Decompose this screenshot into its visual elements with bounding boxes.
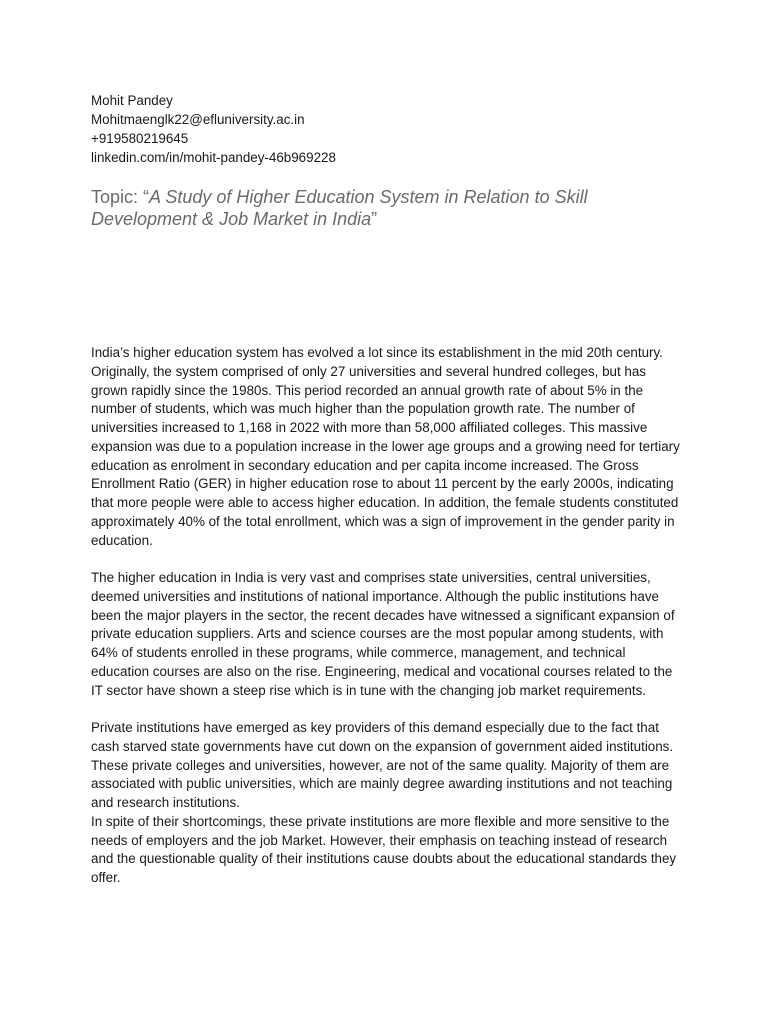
paragraph-shortcomings: In spite of their shortcomings, these private institutions are more flexible and more sensitive to the needs of employers and the job Market. However, their emphasis on teaching instead of research and the questionable quality of their institutions cause doubts about the educational standards they offer.	[91, 813, 677, 885]
topic-prefix: Topic: “	[91, 187, 150, 207]
topic-suffix: ”	[371, 209, 378, 229]
author-linkedin: linkedin.com/in/mohit-pandey-46b969228	[91, 150, 336, 165]
paragraph-structure: The higher education in India is very vast and comprises state universities, central universities, deemed universities and institutions of national importance. Although the public institutions have been the major players in the sector, the recent decades have witnessed a significant expansion of private education suppliers. Arts and science courses are the most popular among students, with 64% of students enrolled in these programs, while commerce, management, and technical education courses are also on the rise. Engineering, medical and vocational courses related to the IT sector have shown a steep rise which is in tune with the changing job market requirements.	[91, 570, 675, 698]
paragraph-growth: India’s higher education system has evolved a lot since its establishment in the mid 20th century. Originally, the system comprised of only 27 universities and several hundred colleges, but has grown rapidly since the 1980s. This period recorded an annual growth rate of about 5% in the number of students, which was much higher than the population growth rate. The number of universities increased to 1,168 in 2022 with more than 58,000 affiliated colleges. This massive expansion was due to a population increase in the lower age groups and a growing need for tertiary education as enrolment in secondary education and per capita income increased. The Gross Enrollment Ratio (GER) in higher education rose to about 11 percent by the early 2000s, indicating that more people were able to access higher education. In addition, the female students constituted approximately 40% of the total enrollment, which was a sign of improvement in the gender parity in education.	[91, 345, 680, 548]
topic-heading	[91, 186, 691, 230]
topic-title: A Study of Higher Education System in Relation to Skill Development & Job Market in India	[91, 187, 588, 229]
author-name: Mohit Pandey	[91, 93, 173, 108]
author-email: Mohitmaenglk22@efluniversity.ac.in	[91, 112, 305, 127]
author-phone: +919580219645	[91, 131, 189, 146]
contact-block	[91, 91, 336, 167]
body-text	[91, 344, 683, 888]
paragraph-private-institutions: Private institutions have emerged as key providers of this demand especially due to the fact that cash starved state governments have cut down on the expansion of government aided institutions. These private colleges and universities, however, are not of the same quality. Majority of them are associated with public universities, which are mainly degree awarding institutions and not teaching and research institutions.	[91, 720, 674, 810]
